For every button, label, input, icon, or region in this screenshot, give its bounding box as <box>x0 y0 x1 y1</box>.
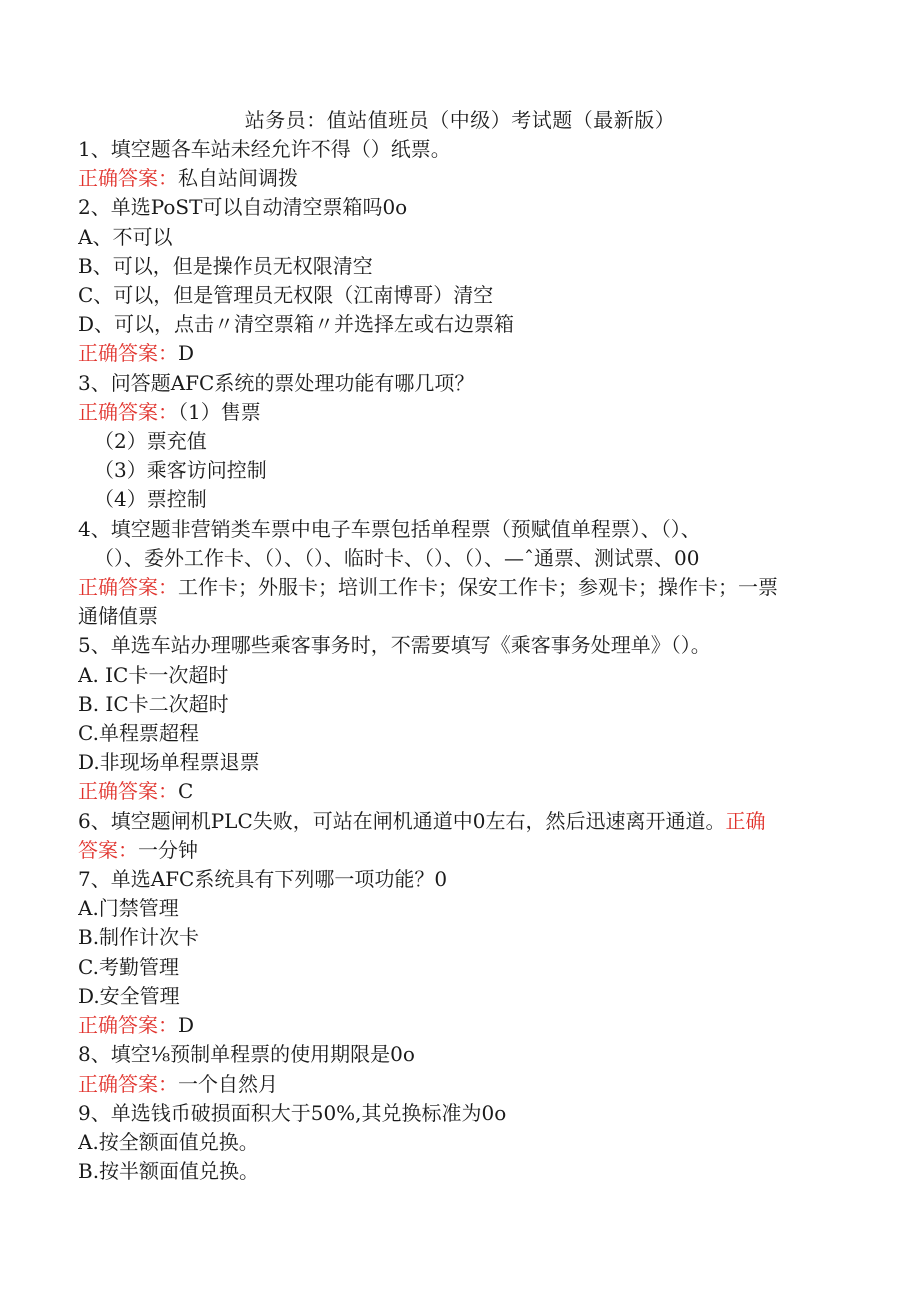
question-line <box>78 807 848 836</box>
line-text: C.考勤管理 <box>78 954 179 979</box>
document-title: 站务员：值站值班员（中级）考试题（最新版） <box>244 108 676 132</box>
line-text: C.单程票超程 <box>78 721 199 746</box>
answer-line <box>78 777 848 806</box>
answer-label: 正确答案： <box>78 341 178 366</box>
question-line <box>78 690 848 719</box>
line-text: B.制作计次卡 <box>78 925 200 950</box>
question-line <box>78 661 848 690</box>
answer-line <box>78 398 848 427</box>
answer-line <box>78 164 848 193</box>
question-line <box>78 719 848 748</box>
answer-line <box>78 1011 848 1040</box>
question-list <box>78 135 848 1186</box>
question-line <box>78 427 848 456</box>
question-line <box>78 894 848 923</box>
line-text: （）、委外工作卡、（）、（）、临时卡、（）、（）、—ˆ通票、测试票、00 <box>94 545 700 570</box>
line-text: D <box>178 341 195 366</box>
line-text: A. IC卡一次超时 <box>78 662 229 687</box>
answer-label: 正确答案： <box>78 575 178 600</box>
question-line <box>78 310 848 339</box>
line-text: C、可以，但是管理员无权限（江南博哥）清空 <box>78 283 494 308</box>
question-line <box>78 135 848 164</box>
line-text: 3、问答题AFC系统的票处理功能有哪几项？ <box>78 370 475 395</box>
question-line <box>78 456 848 485</box>
answer-label: 正确答案： <box>78 1013 178 1038</box>
answer-label: 正确 <box>725 808 766 833</box>
line-text: 1、填空题各车站未经允许不得（）纸票。 <box>78 137 451 161</box>
line-text: D、可以，点击〃清空票箱〃并选择左或右边票箱 <box>78 312 515 337</box>
line-text: D <box>178 1013 195 1038</box>
line-text: 5、单选车站办理哪些乘客事务时，不需要填写《乘客事务处理单》（）。 <box>78 633 711 658</box>
question-line <box>78 865 848 894</box>
line-text: （1）售票 <box>178 399 261 424</box>
line-text: B、可以，但是操作员无权限清空 <box>78 253 373 278</box>
line-text: 工作卡；外服卡；培训工作卡；保安工作卡；参观卡；操作卡；一票 <box>178 575 778 600</box>
line-text: 9、单选钱币破损面积大于50%,其兑换标准为0o <box>78 1100 507 1125</box>
answer-label: 正确答案： <box>78 166 178 191</box>
question-line <box>78 193 848 222</box>
question-line <box>78 281 848 310</box>
question-line <box>78 1099 848 1128</box>
question-line <box>78 485 848 514</box>
answer-line <box>78 573 848 602</box>
line-text: 8、填空⅛预制单程票的使用期限是0o <box>78 1042 415 1067</box>
question-line <box>78 748 848 777</box>
question-line <box>78 369 848 398</box>
line-text: 6、填空题闸机PLC失败，可站在闸机通道中0左右，然后迅速离开通道。 <box>78 808 726 833</box>
line-text: C <box>178 779 194 804</box>
line-text: D.非现场单程票退票 <box>78 750 260 775</box>
answer-line <box>78 1070 848 1099</box>
line-text: B. IC卡二次超时 <box>78 691 229 716</box>
question-line <box>78 1157 848 1186</box>
question-line <box>78 515 848 544</box>
answer-label: 正确答案： <box>78 779 178 804</box>
line-text: （4）票控制 <box>94 487 207 512</box>
line-text: 4、填空题非营销类车票中电子车票包括单程票（预赋值单程票）、（）、 <box>78 516 701 541</box>
line-text: 一分钟 <box>138 837 198 862</box>
question-line <box>78 544 848 573</box>
question-line <box>78 923 848 952</box>
line-text: B.按半额面值兑换。 <box>78 1159 260 1184</box>
question-line <box>78 631 848 660</box>
question-line <box>78 953 848 982</box>
answer-line <box>78 339 848 368</box>
question-line <box>78 223 848 252</box>
answer-line <box>78 836 848 865</box>
line-text: （3）乘客访问控制 <box>94 458 267 483</box>
question-line <box>78 1040 848 1069</box>
line-text: 通储值票 <box>78 604 158 629</box>
question-line <box>78 1128 848 1157</box>
answer-label: 正确答案： <box>78 399 178 424</box>
question-line <box>78 602 848 631</box>
line-text: A.按全额面值兑换。 <box>78 1129 259 1154</box>
line-text: 2、单选PoST可以自动清空票箱吗0o <box>78 195 408 220</box>
line-text: A、不可以 <box>78 224 173 249</box>
line-text: D.安全管理 <box>78 983 180 1008</box>
line-text: 私自站间调拨 <box>178 166 298 191</box>
line-text: 7、单选AFC系统具有下列哪一项功能？0 <box>78 867 448 892</box>
question-line <box>78 252 848 281</box>
answer-label: 答案： <box>78 837 138 862</box>
question-line <box>78 982 848 1011</box>
line-text: 一个自然月 <box>178 1071 278 1096</box>
line-text: （2）票充值 <box>94 429 207 454</box>
answer-label: 正确答案： <box>78 1071 178 1096</box>
line-text: A.门禁管理 <box>78 896 179 921</box>
